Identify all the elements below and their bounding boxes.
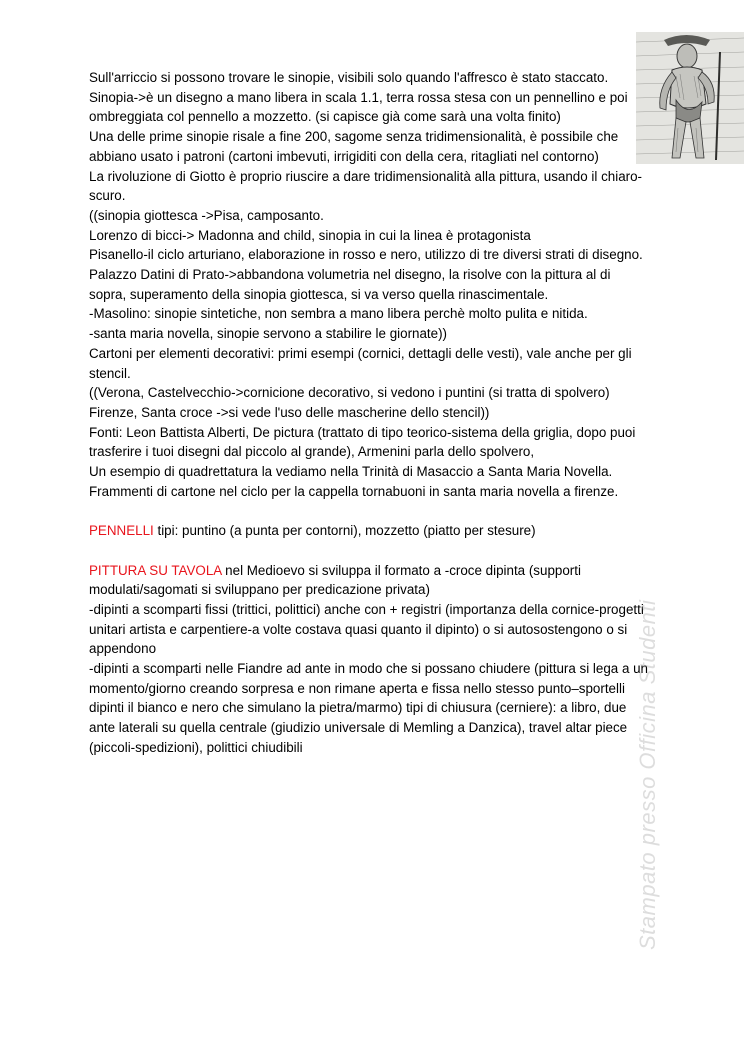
pittura-heading: PITTURA SU TAVOLA xyxy=(89,562,222,578)
paragraph: La rivoluzione di Giotto è proprio riuscire a dare tridimensionalità alla pittura, usando il chiaro-scuro. xyxy=(89,168,643,204)
paragraph: Frammenti di cartone nel ciclo per la cappella tornabuoni in santa maria novella a firenze. xyxy=(89,483,619,499)
paragraph: Palazzo Datini di Prato->abbandona volumetria nel disegno, la risolve con la pittura al di sopra, superamento della sinopia giottesca, si va verso quella rinascimentale. xyxy=(89,267,611,302)
paragraph: Lorenzo di bicci-> Madonna and child, sinopia in cui la linea è protagonista xyxy=(89,227,531,243)
spacer xyxy=(89,501,649,521)
paragraph: -Masolino: sinopie sintetiche, non sembra a mano libera perchè molto pulita e nitida. xyxy=(89,306,588,322)
paragraph: Firenze, Santa croce ->si vede l'uso delle mascherine dello stencil)) xyxy=(89,404,490,420)
paragraph: ((Verona, Castelvecchio->cornicione decorativo, si vedono i puntini (si tratta di spolvero) xyxy=(89,385,610,401)
paragraph: Sull'arriccio si possono trovare le sinopie, visibili solo quando l'affresco è stato staccato. xyxy=(89,70,609,85)
watermark-text: Stampato presso Officina Studenti xyxy=(635,599,660,950)
paragraph: -santa maria novella, sinopie servono a stabilire le giornate)) xyxy=(89,326,448,342)
pennelli-heading: PENNELLI xyxy=(89,523,154,539)
engraved-figure-illustration-icon xyxy=(636,32,744,164)
paragraph: Fonti: Leon Battista Alberti, De pictura (trattato di tipo teorico-sistema della griglia, dopo puoi trasferire i tuoi disegni dal piccolo al grande), Armenini parla dello spolvero, xyxy=(89,424,636,460)
paragraph: Una delle prime sinopie risale a fine 200, sagome senza tridimensionalità, è possibile che abbiano usato i patroni (cartoni imbevuti, irrigiditi con della cera, ritagliati nel contorno) xyxy=(89,129,619,164)
pittura-item: -dipinti a scomparti fissi (trittici, polittici) anche con + registri (importanza della cornice-progetti unitari artista e carpentiere-a volte costava quasi quanto il dipinto) o si autosostengono o si appendono xyxy=(89,601,644,657)
pittura-section xyxy=(89,561,649,600)
paragraph: Pisanello-il ciclo arturiano, elaborazione in rosso e nero, utilizzo di tre diversi strati di disegno. xyxy=(89,247,643,263)
notes-text xyxy=(89,68,649,758)
paragraph: Sinopia->è un disegno a mano libera in scala 1.1, terra rossa stesa con un pennellino e poi ombreggiata col pennello a mozzetto. (si capisce già come sarà una volta finito) xyxy=(89,89,628,125)
spacer xyxy=(89,541,649,561)
pittura-item: -dipinti a scomparti nelle Fiandre ad ante in modo che si possano chiudere (pittura si lega a un momento/giorno creando sorpresa e non rimane aperta e fissa nello stesso punto–sportelli dipinti il bianco e nero che simulano la pietra/marmo) tipi di chiusura (cerniere): a libro, due ante laterali su quella centrale (giudizio universale di Memling a Danzica), travel altar piece (piccoli-spedizioni), polittici chiudibili xyxy=(89,661,649,755)
pittura-text: nel Medioevo si sviluppa il formato a -croce dipinta (supporti modulati/sagomati si sviluppano per predicazione privata) xyxy=(89,562,581,598)
pennelli-text: tipi: puntino (a punta per contorni), mozzetto (piatto per stesure) xyxy=(153,523,536,539)
pennelli-section xyxy=(89,521,649,541)
paragraph: ((sinopia giottesca ->Pisa, camposanto. xyxy=(89,207,324,223)
paragraph: Un esempio di quadrettatura la vediamo nella Trinità di Masaccio a Santa Maria Novella. xyxy=(89,464,613,480)
paragraph: Cartoni per elementi decorativi: primi esempi (cornici, dettagli delle vesti), vale anche per gli stencil. xyxy=(89,345,632,381)
watermark xyxy=(620,540,660,950)
